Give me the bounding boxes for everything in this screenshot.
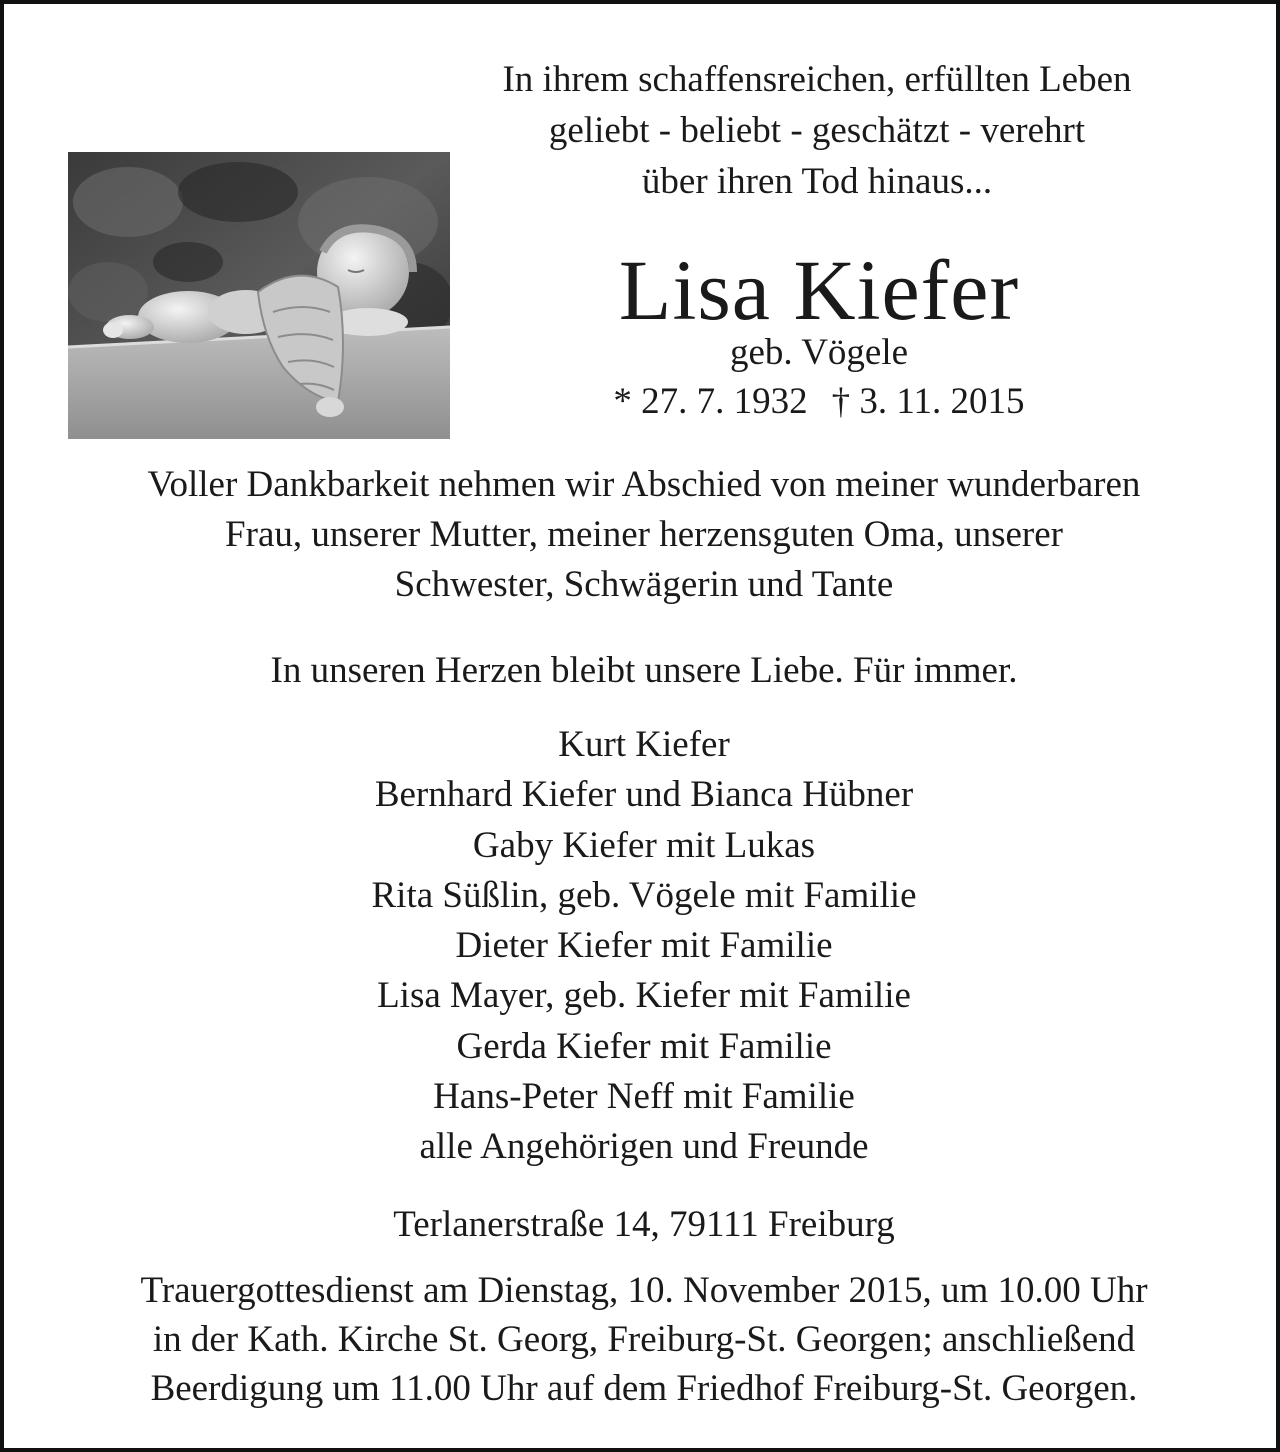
mourner: Lisa Mayer, geb. Kiefer mit Familie — [377, 975, 911, 1017]
motto — [450, 54, 1184, 207]
birth-date: * 27. 7. 1932 — [613, 381, 808, 422]
address: Terlanerstraße 14, 79111 Freiburg — [393, 1204, 895, 1245]
farewell-line: Schwester, Schwägerin und Tante — [394, 564, 894, 605]
service-line: in der Kath. Kirche St. Georg, Freiburg-St. Georgen; anschließend — [152, 1319, 1136, 1360]
quote: In unseren Herzen bleibt unsere Liebe. Für immer. — [270, 650, 1018, 691]
motto-line: In ihrem schaffensreichen, erfüllten Leben — [502, 59, 1132, 100]
service-line: Trauergottesdienst am Dienstag, 10. November 2015, um 10.00 Uhr — [140, 1270, 1148, 1311]
mourner: Gerda Kiefer mit Familie — [456, 1025, 832, 1067]
mourner: alle Angehörigen und Freunde — [419, 1126, 869, 1168]
motto-line: geliebt - beliebt - geschätzt - verehrt — [548, 110, 1086, 151]
service-line: Beerdigung um 11.00 Uhr auf dem Friedhof Freiburg-St. Georgen. — [150, 1368, 1138, 1409]
mourner: Bernhard Kiefer und Bianca Hübner — [374, 774, 914, 816]
birth-name: geb. Vögele — [729, 332, 909, 373]
mourners-list — [24, 720, 1264, 1173]
farewell-text — [24, 460, 1264, 610]
mourner: Gaby Kiefer mit Lukas — [472, 824, 816, 866]
mourner: Kurt Kiefer — [558, 724, 730, 765]
mourner: Hans-Peter Neff mit Familie — [433, 1076, 855, 1118]
service-info — [24, 1266, 1264, 1413]
sleeping-cherub-photo — [68, 152, 450, 439]
death-date: † 3. 11. 2015 — [831, 381, 1025, 422]
farewell-line: Frau, unserer Mutter, meiner herzensguten Oma, unserer — [225, 514, 1063, 555]
life-dates — [564, 378, 1074, 426]
mourner: Dieter Kiefer mit Familie — [455, 925, 833, 967]
farewell-line: Voller Dankbarkeit nehmen wir Abschied von meiner wunderbaren — [147, 464, 1141, 505]
deceased-name: Lisa Kiefer — [618, 242, 1020, 338]
motto-line: über ihren Tod hinaus... — [641, 161, 993, 202]
mourner: Rita Süßlin, geb. Vögele mit Familie — [371, 874, 917, 916]
